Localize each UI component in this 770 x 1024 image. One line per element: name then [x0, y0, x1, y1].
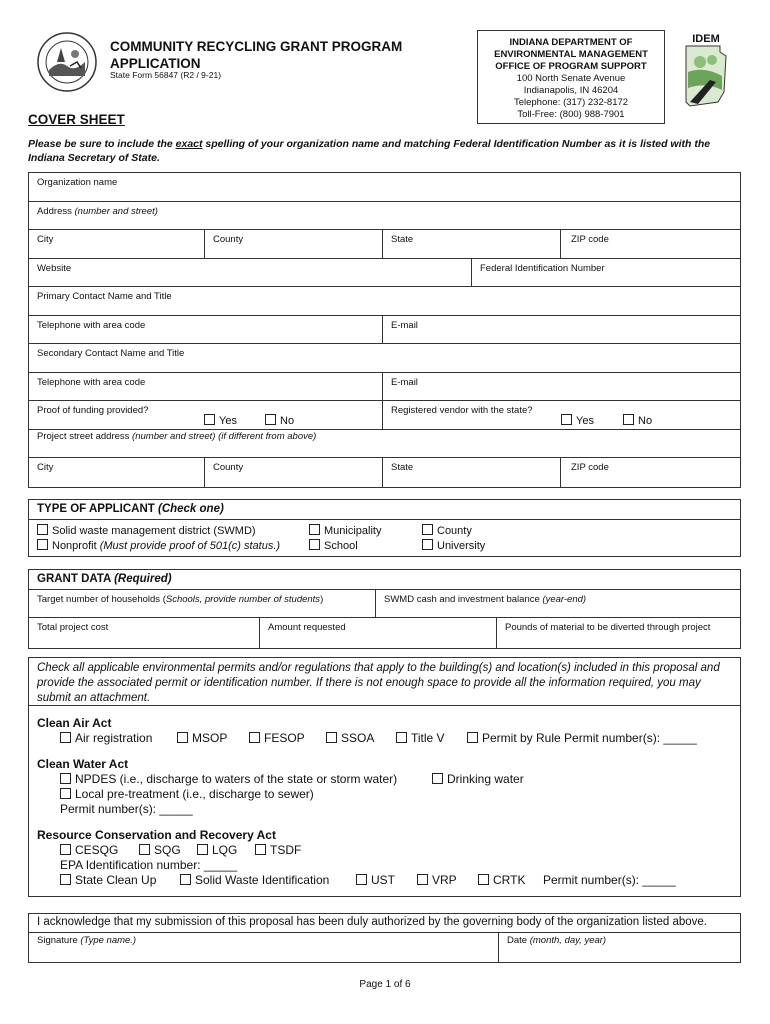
tsdf-checkbox[interactable]	[255, 844, 266, 855]
grant-row-2[interactable]	[29, 618, 740, 648]
date-field[interactable]: Date (month, day, year)	[498, 933, 740, 962]
type-of-applicant-section	[28, 499, 741, 557]
amount-requested-field[interactable]: Amount requested	[259, 618, 496, 648]
caa-permit-by-rule-option[interactable]: Permit by Rule Permit number(s): _____	[467, 731, 697, 745]
state-field[interactable]: State	[382, 230, 560, 258]
page-number: Page 1 of 6	[359, 979, 411, 990]
project-zip-field[interactable]: ZIP code	[560, 458, 740, 487]
city-field[interactable]: City	[37, 234, 54, 245]
crtk-checkbox[interactable]	[478, 874, 489, 885]
grant-data-section	[28, 569, 741, 649]
acknowledgement-section	[28, 913, 741, 963]
caa-msop-option[interactable]: MSOP	[177, 731, 227, 745]
form-number: State Form 56847 (R2 / 9-21)	[110, 70, 222, 80]
signature-field[interactable]: Signature (Type name.)	[37, 935, 137, 946]
total-project-cost-field[interactable]: Total project cost	[37, 622, 109, 633]
swmd-balance-field[interactable]: SWMD cash and investment balance (year-end)	[375, 590, 740, 617]
indiana-state-seal	[37, 32, 97, 92]
applicant-swmd-option[interactable]: Solid waste management district (SWMD)	[37, 524, 256, 537]
organization-name-field[interactable]: Organization name	[37, 177, 118, 188]
primary-contact-row[interactable]	[29, 287, 740, 316]
clean-water-act-title: Clean Water Act	[37, 757, 129, 771]
idem-logo	[680, 32, 732, 110]
vrp-checkbox[interactable]	[417, 874, 428, 885]
primary-contact-field[interactable]: Primary Contact Name and Title	[37, 291, 172, 302]
rcra-swi-option[interactable]: Solid Waste Identification	[180, 873, 329, 887]
organization-info-table	[28, 172, 741, 488]
rcra-lqg-option[interactable]: LQG	[197, 843, 237, 857]
registered-vendor-question: Registered vendor with the state? Yes No	[382, 401, 740, 429]
caa-air-registration-option[interactable]: Air registration	[60, 731, 152, 745]
rcra-crtk-option[interactable]: CRTK	[478, 873, 525, 887]
cover-sheet-title: COVER SHEET	[28, 112, 125, 127]
grant-row-1[interactable]	[29, 590, 740, 618]
project-city-field[interactable]: City	[37, 462, 54, 473]
primary-email-field[interactable]: E-mail	[382, 316, 740, 343]
ust-checkbox[interactable]	[356, 874, 367, 885]
county-field[interactable]: County	[204, 230, 382, 258]
form-title: COMMUNITY RECYCLING GRANT PROGRAM APPLICATION	[110, 39, 403, 71]
caa-title-v-option[interactable]: Title V	[396, 731, 445, 745]
signature-row[interactable]	[29, 933, 740, 962]
fesop-checkbox[interactable]	[249, 732, 260, 743]
cwa-permit-number[interactable]: Permit number(s): _____	[60, 802, 193, 816]
vendor-no-option[interactable]: No	[623, 414, 652, 427]
secondary-telephone-field[interactable]: Telephone with area code	[37, 377, 146, 388]
county-checkbox[interactable]	[422, 524, 433, 535]
msop-checkbox[interactable]	[177, 732, 188, 743]
rcra-ust-option[interactable]: UST	[356, 873, 395, 887]
local-pretreatment-checkbox[interactable]	[60, 788, 71, 799]
rcra-epa-id-number[interactable]: EPA Identification number: _____	[60, 858, 238, 872]
fein-field[interactable]: Federal Identification Number	[471, 259, 740, 286]
rcra-sqg-option[interactable]: SQG	[139, 843, 181, 857]
primary-telephone-field[interactable]: Telephone with area code	[37, 320, 146, 331]
grant-data-heading: GRANT DATA (Required)	[29, 570, 740, 590]
address-field[interactable]: Address (number and street)	[37, 206, 158, 217]
zip-field[interactable]: ZIP code	[560, 230, 740, 258]
title-v-checkbox[interactable]	[396, 732, 407, 743]
solid-waste-id-checkbox[interactable]	[180, 874, 191, 885]
organization-name-row[interactable]	[29, 173, 740, 202]
website-field[interactable]: Website	[37, 263, 72, 274]
secondary-phone-row[interactable]	[29, 373, 740, 401]
vendor-no-checkbox[interactable]	[623, 414, 634, 425]
rcra-permit-number[interactable]: Permit number(s): _____	[543, 873, 676, 887]
vendor-yes-option[interactable]: Yes	[561, 414, 594, 427]
caa-fesop-option[interactable]: FESOP	[249, 731, 305, 745]
state-cleanup-checkbox[interactable]	[60, 874, 71, 885]
funding-vendor-row	[29, 401, 740, 430]
applicant-school-option[interactable]: School	[309, 539, 358, 552]
project-county-field[interactable]: County	[204, 458, 382, 487]
type-of-applicant-heading: TYPE OF APPLICANT (Check one)	[29, 500, 740, 520]
drinking-water-checkbox[interactable]	[432, 773, 443, 784]
rcra-state-cleanup-option[interactable]: State Clean Up	[60, 873, 156, 887]
pounds-diverted-field[interactable]: Pounds of material to be diverted through project	[496, 618, 740, 648]
address-row[interactable]	[29, 202, 740, 230]
permits-instructions: Check all applicable environmental permits and/or regulations that apply to the building(s) and location(s) included in this proposal and provide the associated permit or identification number. If there is not enough space to provide all the information required, you may submit an attachment.	[29, 658, 740, 706]
funding-yes-option[interactable]: Yes	[204, 414, 237, 427]
project-address-row[interactable]	[29, 430, 740, 458]
project-city-row[interactable]	[29, 458, 740, 487]
agency-address-box: INDIANA DEPARTMENT OF ENVIRONMENTAL MANAGEMENT OFFICE OF PROGRAM SUPPORT 100 North Senate Avenue Indianapolis, IN 46204 Telephone: (317) 232-8172 Toll-Free: (800) 988-7901	[477, 30, 665, 124]
primary-phone-row[interactable]	[29, 316, 740, 344]
applicant-county-option[interactable]: County	[422, 524, 472, 537]
applicant-municipality-option[interactable]: Municipality	[309, 524, 381, 537]
acknowledgement-statement: I acknowledge that my submission of this proposal has been duly authorized by the governing body of the organization listed above.	[29, 914, 740, 933]
rcra-title: Resource Conservation and Recovery Act	[37, 828, 276, 842]
applicant-nonprofit-option[interactable]: Nonprofit (Must provide proof of 501(c) status.)	[37, 539, 280, 552]
instructions: Please be sure to include the exact spelling of your organization name and matching Federal Identification Number as it is listed with the Indiana Secretary of State.	[28, 138, 711, 164]
cwa-drinking-water-option[interactable]: Drinking water	[432, 772, 524, 786]
cwa-npdes-option[interactable]: NPDES (i.e., discharge to waters of the state or storm water)	[60, 772, 397, 786]
ssoa-checkbox[interactable]	[326, 732, 337, 743]
secondary-contact-row[interactable]	[29, 344, 740, 373]
air-registration-checkbox[interactable]	[60, 732, 71, 743]
cwa-local-pretreatment-option[interactable]: Local pre-treatment (i.e., discharge to sewer)	[60, 787, 314, 801]
university-checkbox[interactable]	[422, 539, 433, 550]
lqg-checkbox[interactable]	[197, 844, 208, 855]
municipality-checkbox[interactable]	[309, 524, 320, 535]
website-row[interactable]	[29, 259, 740, 287]
clean-air-act-title: Clean Air Act	[37, 716, 112, 730]
funding-no-option[interactable]: No	[265, 414, 294, 427]
project-state-field[interactable]: State	[382, 458, 560, 487]
proof-of-funding-question: Proof of funding provided? Yes No	[37, 405, 295, 427]
target-households-field[interactable]: Target number of households (Schools, provide number of students)	[37, 594, 324, 605]
rcra-vrp-option[interactable]: VRP	[417, 873, 457, 887]
caa-ssoa-option[interactable]: SSOA	[326, 731, 374, 745]
vendor-yes-checkbox[interactable]	[561, 414, 572, 425]
secondary-contact-field[interactable]: Secondary Contact Name and Title	[37, 348, 185, 359]
npdes-checkbox[interactable]	[60, 773, 71, 784]
funding-no-checkbox[interactable]	[265, 414, 276, 425]
permits-section	[28, 657, 741, 897]
svg-text:IDEM: IDEM	[692, 33, 720, 45]
nonprofit-checkbox[interactable]	[37, 539, 48, 550]
rcra-tsdf-option[interactable]: TSDF	[255, 843, 301, 857]
rcra-cesqg-option[interactable]: CESQG	[60, 843, 118, 857]
funding-yes-checkbox[interactable]	[204, 414, 215, 425]
school-checkbox[interactable]	[309, 539, 320, 550]
project-address-field[interactable]: Project street address (number and street) (if different from above)	[37, 431, 317, 442]
swmd-checkbox[interactable]	[37, 524, 48, 535]
applicant-university-option[interactable]: University	[422, 539, 485, 552]
secondary-email-field[interactable]: E-mail	[382, 373, 740, 400]
cesqg-checkbox[interactable]	[60, 844, 71, 855]
permit-by-rule-checkbox[interactable]	[467, 732, 478, 743]
exact-emphasis: exact	[175, 138, 203, 150]
sqg-checkbox[interactable]	[139, 844, 150, 855]
city-row[interactable]	[29, 230, 740, 259]
